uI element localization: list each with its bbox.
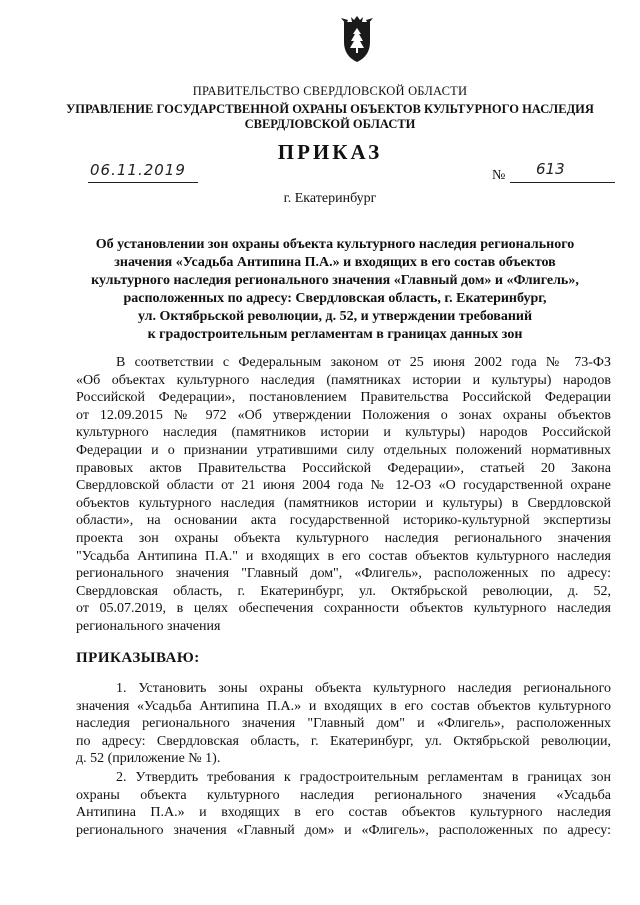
text-line: объектов культурного наследия (памятников истории и культуры) в Свердловской bbox=[76, 495, 611, 511]
text-line: Свердловская область, г. Екатеринбург, ул. Октябрьской революции, д. 52, bbox=[76, 583, 611, 599]
text-line: д. 52 (приложение № 1). bbox=[76, 751, 221, 767]
order-item-2 bbox=[76, 769, 611, 839]
order-heading: ПРИКАЗЫВАЮ: bbox=[76, 650, 200, 666]
number-field bbox=[510, 160, 615, 183]
text-line: 2. Утвердить требования к градостроительным регламентам в границах зон bbox=[116, 770, 611, 785]
date-field bbox=[88, 161, 198, 183]
title-line: к градостроительным регламентам в границах данных зон bbox=[147, 327, 523, 342]
text-line: Федерации и о признании утратившими силу отдельных положений нормативных bbox=[76, 442, 611, 458]
text-line: правовых актов Правительства Российской Федерации», статьей 20 Закона bbox=[76, 460, 611, 476]
text-line: значения «Усадьба Антипина П.А.» и входящих в его состав объектов культурного bbox=[76, 698, 611, 714]
handwritten-number: 613 bbox=[536, 160, 565, 178]
government-name: ПРАВИТЕЛЬСТВО СВЕРДЛОВСКОЙ ОБЛАСТИ bbox=[192, 84, 468, 98]
order-item-1 bbox=[76, 680, 611, 768]
text-line: области», на основании акта государственной историко-культурной экспертизы bbox=[76, 513, 611, 529]
title-line: культурного наследия регионального значения «Главный дом» и «Флигель», bbox=[91, 273, 579, 288]
text-line: Антипина П.А.» и входящих в его состав объектов культурного наследия bbox=[76, 805, 611, 821]
department-name-line2: СВЕРДЛОВСКОЙ ОБЛАСТИ bbox=[244, 117, 416, 131]
order-title bbox=[70, 236, 600, 344]
coat-of-arms-icon bbox=[340, 16, 374, 64]
preamble-paragraph bbox=[76, 354, 611, 636]
handwritten-date: 06.11.2019 bbox=[90, 161, 186, 179]
title-line: ул. Октябрьской революции, д. 52, и утверждении требований bbox=[137, 309, 533, 324]
number-label: № bbox=[492, 168, 506, 183]
text-line: культурного наследия (памятников истории и культуры) народов Российской bbox=[76, 425, 611, 441]
text-line: регионального значения "Главный дом", «Флигель», расположенных по адресу: bbox=[76, 566, 611, 582]
text-line: охраны объекта культурного наследия регионального значения «Усадьба bbox=[76, 787, 611, 803]
city: г. Екатеринбург bbox=[283, 191, 377, 206]
title-line: расположенных по адресу: Свердловская область, г. Екатеринбург, bbox=[123, 291, 547, 306]
text-line: В соответствии с Федеральным законом от 25 июня 2002 года № 73-ФЗ bbox=[116, 355, 611, 370]
document-type: ПРИКАЗ bbox=[277, 140, 383, 164]
title-line: Об установлении зон охраны объекта культурного наследия регионального bbox=[95, 237, 575, 252]
text-line: наследия регионального значения "Главный дом" и «Флигель», расположенных bbox=[76, 716, 611, 732]
text-line: регионального значения «Главный дом» и «Флигель», расположенных по адресу: bbox=[76, 822, 611, 838]
text-line: Свердловской области от 21 июня 2004 года № 12-ОЗ «О государственной охране bbox=[76, 478, 611, 494]
text-line: по адресу: Свердловская область, г. Екатеринбург, ул. Октябрьской революции, bbox=[76, 733, 611, 749]
text-line: 1. Установить зоны охраны объекта культурного наследия регионального bbox=[116, 681, 611, 696]
department-name-line1: УПРАВЛЕНИЕ ГОСУДАРСТВЕННОЙ ОХРАНЫ ОБЪЕКТОВ КУЛЬТУРНОГО НАСЛЕДИЯ bbox=[66, 102, 594, 116]
text-line: "Усадьба Антипина П.А." и входящих в его состав объектов культурного наследия bbox=[76, 548, 611, 564]
text-line: регионального значения bbox=[76, 618, 221, 634]
text-line: проекта зон охраны объекта культурного наследия регионального значения bbox=[76, 530, 611, 546]
text-line: «Об объектах культурного наследия (памятниках истории и культуры) народов bbox=[76, 372, 611, 388]
title-line: значения «Усадьба Антипина П.А.» и входящих в его состав объектов bbox=[114, 255, 556, 270]
text-line: от 05.07.2019, в целях обеспечения сохранности объектов культурного наследия bbox=[76, 601, 611, 617]
text-line: Российской Федерации», постановлением Правительства Российской Федерации bbox=[76, 390, 611, 406]
text-line: от 12.09.2015 № 972 «Об утверждении Положения о зонах охраны объектов bbox=[76, 407, 611, 423]
